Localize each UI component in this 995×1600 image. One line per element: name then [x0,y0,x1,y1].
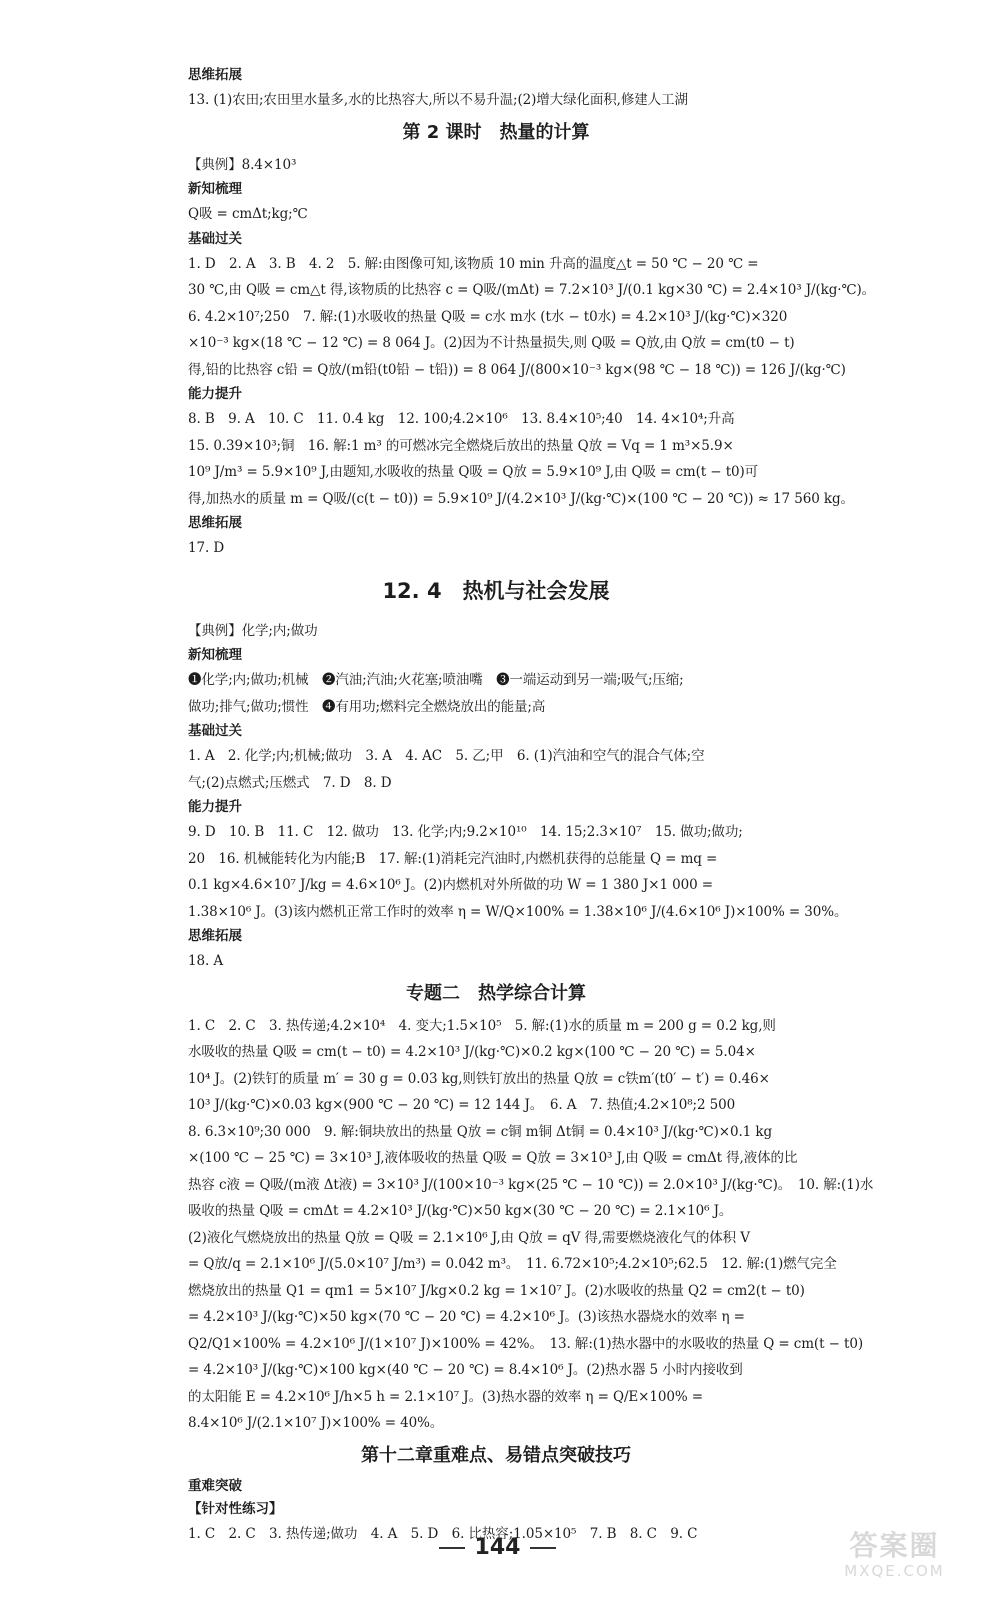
section-heading: 基础过关 [188,230,242,247]
answer-line: = 4.2×10³ J/(kg·℃)×100 kg×(40 ℃ − 20 ℃) = 8.4×10⁶ J。(2)热水器 5 小时内接收到 [188,1362,743,1378]
answer-line: 15. 0.39×10³;铜 16. 解:1 m³ 的可燃冰完全燃烧后放出的热量 Q放 = Vq = 1 m³×5.9× [188,437,734,454]
answer-line: 6. 4.2×10⁷;250 7. 解:(1)水吸收的热量 Q吸 = c水 m水 (t水 − t0水) = 4.2×10³ J/(kg·℃)×320 [188,308,788,325]
answer-line: 热容 c液 = Q吸/(m液 Δt液) = 3×10³ J/(100×10⁻³ kg×(25 ℃ − 10 ℃)) = 2.0×10³ J/(kg·℃)。 10. 解:(1)水 [188,1176,874,1193]
lesson-title: 第十二章重难点、易错点突破技巧 [361,1444,631,1466]
answer-line: = 4.2×10³ J/(kg·℃)×50 kg×(70 ℃ − 20 ℃) = 4.2×10⁶ J。(3)该热水器烧水的效率 η = [188,1309,745,1325]
page-number: 144 [474,1535,521,1560]
watermark-logo [812,1530,977,1586]
answer-line: 1. A 2. 化学;内;机械;做功 3. A 4. AC 5. 乙;甲 6. (1)汽油和空气的混合气体;空 [188,748,705,764]
answer-line: 1. C 2. C 3. 热传递;4.2×10⁴ 4. 变大;1.5×10⁵ 5. 解:(1)水的质量 m = 200 g = 0.2 kg,则 [188,1017,776,1034]
answer-line: 13. (1)农田;农田里水量多,水的比热容大,所以不易升温;(2)增大绿化面积,修建人工湖 [188,92,688,108]
answer-line: 10⁹ J/m³ = 5.9×10⁹ J,由题知,水吸收的热量 Q吸 = Q放 = 5.9×10⁹ J,由 Q吸 = cm(t − t0)可 [188,464,759,480]
answer-line: = Q放/q = 2.1×10⁶ J/(5.0×10⁷ J/m³) = 0.042 m³。 11. 6.72×10⁵;4.2×10⁵;62.5 12. 解:(1)燃气完全 [188,1256,837,1272]
answer-line: 17. D [188,540,225,556]
answer-line: 10⁴ J。(2)铁钉的质量 m′ = 30 g = 0.03 kg,则铁钉放出的热量 Q放 = c铁m′(t0′ − t′) = 0.46× [188,1070,770,1087]
answer-line: ❶化学;内;做功;机械 ❷汽油;汽油;火花塞;喷油嘴 ❸一端运动到另一端;吸气;压缩; [188,672,684,688]
answer-line: Q2/Q1×100% = 4.2×10⁶ J/(1×10⁷ J)×100% = 42%。 13. 解:(1)热水器中的水吸收的热量 Q = cm(t − t0) [188,1335,863,1352]
answer-line: 8.4×10⁶ J/(2.1×10⁷ J)×100% = 40%。 [188,1415,444,1431]
answer-line: 10³ J/(kg·℃)×0.03 kg×(900 ℃ − 20 ℃) = 12 144 J。 6. A 7. 热值;4.2×10⁸;2 500 [188,1097,736,1113]
answer-line: 【典例】化学;内;做功 [188,622,318,639]
section-heading: 新知梳理 [188,181,242,197]
answer-line: 9. D 10. B 11. C 12. 做功 13. 化学;内;9.2×10¹⁰ 14. 15;2.3×10⁷ 15. 做功;做功; [188,824,743,840]
answer-line: 1. C 2. C 3. 热传递;做功 4. A 5. D 6. 比热容;1.05×10⁵ 7. B 8. C 9. C [188,1525,698,1542]
section-heading: 能力提升 [188,799,242,815]
answer-line: 18. A [188,953,224,969]
section-heading: 能力提升 [188,386,242,402]
answer-line: 水吸收的热量 Q吸 = cm(t − t0) = 4.2×10³ J/(kg·℃)×0.2 kg×(100 ℃ − 20 ℃) = 5.04× [188,1044,756,1060]
answer-page-content [188,64,876,1547]
answer-line: 1. D 2. A 3. B 4. 2 5. 解:由图像可知,该物质 10 min 升高的温度△t = 50 ℃ − 20 ℃ = [188,255,759,272]
section-heading: 新知梳理 [188,647,242,663]
answer-line: Q吸 = cmΔt;kg;℃ [188,206,308,222]
answer-line: 【典例】8.4×10³ [188,156,297,173]
answer-line: ×(100 ℃ − 25 ℃) = 3×10³ J,液体吸收的热量 Q吸 = Q放 = 3×10³ J,由 Q吸 = cmΔt 得,液体的比 [188,1150,798,1166]
answer-line: 的太阳能 E = 4.2×10⁶ J/h×5 h = 2.1×10⁷ J。(3)热水器的效率 η = Q/E×100% = [188,1388,703,1405]
answer-line: 得,加热水的质量 m = Q吸/(c(t − t0)) = 5.9×10⁹ J/(4.2×10³ J/(kg·℃)×(100 ℃ − 20 ℃)) ≈ 17 560 kg。 [188,490,854,507]
answer-line: (2)液化气燃烧放出的热量 Q放 = Q吸 = 2.1×10⁶ J,由 Q放 = qV 得,需要燃烧液化气的体积 V [188,1229,750,1246]
section-heading: 思维拓展 [188,67,242,83]
answer-line: 燃烧放出的热量 Q1 = qm1 = 5×10⁷ J/kg×0.2 kg = 1×10⁷ J。(2)水吸收的热量 Q2 = cm2(t − t0) [188,1282,805,1299]
footer-left-dash [439,1547,465,1549]
answer-line: 吸收的热量 Q吸 = cmΔt = 4.2×10³ J/(kg·℃)×50 kg×(30 ℃ − 20 ℃) = 2.1×10⁶ J。 [188,1203,733,1219]
section-heading: 重难突破 [188,1477,242,1494]
lesson-title: 专题二 热学综合计算 [406,982,586,1004]
watermark-title: 答案圈 [849,1529,940,1562]
answer-line: 0.1 kg×4.6×10⁷ J/kg = 4.6×10⁶ J。(2)内燃机对外所做的功 W = 1 380 J×1 000 = [188,877,714,893]
answer-line: 8. 6.3×10⁹;30 000 9. 解:铜块放出的热量 Q放 = c铜 m铜 Δt铜 = 0.4×10³ J/(kg·℃)×0.1 kg [188,1123,772,1140]
chapter-title: 12. 4 热机与社会发展 [382,578,610,603]
answer-line: 做功;排气;做功;惯性 ❹有用功;燃料完全燃烧放出的能量;高 [188,698,546,715]
watermark-url: MXQE.COM [844,1562,945,1580]
answer-line: 气;(2)点燃式;压燃式 7. D 8. D [188,774,392,791]
footer-right-dash [530,1547,556,1549]
answer-line: 1.38×10⁶ J。(3)该内燃机正常工作时的效率 η = W/Q×100% = 1.38×10⁶ J/(4.6×10⁶ J)×100% = 30%。 [188,903,848,920]
answer-line: 得,铅的比热容 c铅 = Q放/(m铅(t0铅 − t铅)) = 8 064 J/(800×10⁻³ kg×(98 ℃ − 18 ℃)) = 126 J/(kg·℃) [188,361,846,378]
section-heading: 思维拓展 [188,515,242,531]
lesson-title: 第 2 课时 热量的计算 [402,121,590,143]
section-heading: 思维拓展 [188,928,242,944]
answer-line: 30 ℃,由 Q吸 = cm△t 得,该物质的比热容 c = Q吸/(mΔt) = 7.2×10³ J/(0.1 kg×30 ℃) = 2.4×10³ J/(kg·℃)。 [188,282,876,298]
section-heading: 基础过关 [188,723,242,739]
answer-line: 20 16. 机械能转化为内能;B 17. 解:(1)消耗完汽油时,内燃机获得的总能量 Q = mq = [188,850,718,867]
section-heading: 【针对性练习】 [188,1500,283,1517]
answer-line: 8. B 9. A 10. C 11. 0.4 kg 12. 100;4.2×10⁶ 13. 8.4×10⁵;40 14. 4×10⁴;升高 [188,411,735,427]
answer-line: ×10⁻³ kg×(18 ℃ − 12 ℃) = 8 064 J。(2)因为不计热量损失,则 Q吸 = Q放,由 Q放 = cm(t0 − t) [188,335,795,351]
